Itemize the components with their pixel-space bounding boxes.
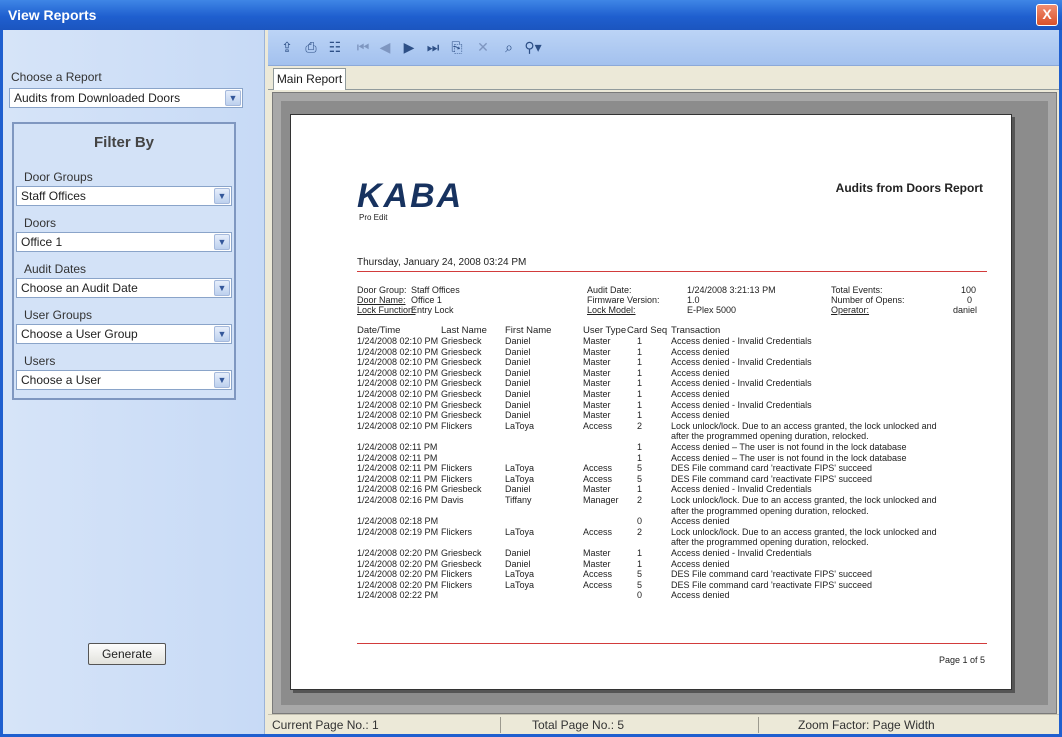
chevron-down-icon[interactable]: ▼ [214,188,230,204]
report-cell: Tiffany [505,495,532,505]
report-cell: 1 [637,367,643,378]
report-cell: Master [583,558,611,569]
report-cell: 1 [637,378,643,389]
report-cell: Flickers [441,526,472,537]
report-cell: 1 [637,357,643,368]
report-cell: 1 [637,452,643,463]
report-cell: Master [583,399,611,410]
meta-lock-model-value: E-Plex 5000 [687,305,737,315]
col-header-card-seq: Card Seq [627,325,668,336]
doors-value: Office 1 [21,235,63,249]
user-groups-label: User Groups [24,308,93,322]
user-groups-value: Choose a User Group [21,327,138,341]
report-cell: Access denied - Invalid Credentials [671,357,812,368]
report-cell: Daniel [505,399,531,410]
report-cell: Master [583,484,611,495]
report-cell: Access denied [671,410,730,421]
filter-box [12,122,236,400]
col-header-transaction: Transaction [671,325,721,336]
report-cell: Access [583,579,613,590]
report-cell: 1 [637,346,643,357]
report-cell: Lock unlock/lock. Due to an access granted, the lock unlocked and [671,495,937,505]
header-divider [357,271,987,272]
report-cell: 1/24/2008 02:10 PM [357,389,439,399]
report-cell: Access denied - Invalid Credentials [671,399,812,410]
report-cell: Daniel [505,336,531,346]
report-cell: Flickers [441,420,472,431]
meta-audit-date-value: 1/24/2008 3:21:13 PM [687,285,776,295]
report-cell: Griesbeck [441,410,482,421]
report-cell: Daniel [505,548,531,558]
report-cell: LaToya [505,569,535,580]
kaba-logo: KABA [357,177,464,215]
left-panel [3,30,265,734]
meta-door-group-value: Staff Offices [411,285,460,295]
audit-dates-value: Choose an Audit Date [21,281,138,295]
report-cell: Access denied - Invalid Credentials [671,378,812,389]
report-cell: Daniel [505,484,531,495]
audit-dates-select[interactable] [16,278,232,298]
report-cell: 1/24/2008 02:10 PM [357,367,439,378]
report-cell: 1 [637,399,643,410]
report-cell: 1/24/2008 02:20 PM [357,579,439,590]
report-cell: 1/24/2008 02:11 PM [357,463,438,474]
report-cell: Master [583,357,611,368]
report-cell: Flickers [441,463,472,474]
report-cell: Access denied [671,389,730,399]
report-cell: Griesbeck [441,558,482,569]
report-cell: 1 [637,548,643,558]
title-bar [0,0,1062,30]
meta-door-name-value: Office 1 [411,295,442,305]
report-cell: after the programmed opening duration, relocked. [671,431,869,442]
door-groups-label: Door Groups [24,170,93,184]
report-cell: DES File command card 'reactivate FIPS' succeed [671,473,873,484]
report-cell: 2 [637,420,643,431]
tab-main-report[interactable]: Main Report [273,68,346,90]
report-cell: Griesbeck [441,399,482,410]
report-cell: Access [583,473,613,484]
close-icon: X [1042,6,1052,22]
chevron-down-icon[interactable]: ▼ [214,326,230,342]
report-cell: Access denied [671,558,730,569]
report-cell: 1/24/2008 02:11 PM [357,452,438,463]
close-button[interactable] [1036,4,1058,26]
report-cell: LaToya [505,420,535,431]
chevron-down-icon[interactable]: ▼ [225,90,241,106]
report-cell: DES File command card 'reactivate FIPS' succeed [671,463,873,474]
report-cell: Daniel [505,558,531,569]
audit-dates-label: Audit Dates [24,262,87,276]
report-cell: Access denied - Invalid Credentials [671,336,812,346]
meta-lock-model-label: Lock Model: [587,305,636,315]
first-page-icon[interactable]: ⏮ [356,39,370,55]
report-cell: Griesbeck [441,548,482,558]
stop-icon[interactable]: ✕ [477,39,489,55]
report-cell: 1/24/2008 02:10 PM [357,399,439,410]
report-cell: Master [583,346,611,357]
meta-num-opens-value: 0 [967,295,973,305]
report-cell: Master [583,389,611,399]
meta-lock-function-label: Lock Function: [357,305,416,315]
report-cell: LaToya [505,526,535,537]
report-cell: 1/24/2008 02:10 PM [357,410,439,421]
report-cell: 5 [637,569,643,580]
report-cell: LaToya [505,463,535,474]
report-cell: Master [583,336,611,346]
doors-label: Doors [24,216,57,230]
report-cell: 2 [637,495,643,505]
report-cell: 0 [637,516,643,527]
report-select[interactable] [9,88,243,108]
report-cell: Access denied – The user is not found in the lock database [671,452,907,463]
report-cell: 1/24/2008 02:16 PM [357,484,439,495]
report-cell: Access [583,420,613,431]
report-cell: 1/24/2008 02:10 PM [357,378,439,389]
chevron-down-icon[interactable]: ▼ [214,372,230,388]
report-cell: 1 [637,558,643,569]
col-header-user-type: User Type [583,325,627,336]
report-cell: after the programmed opening duration, relocked. [671,537,869,548]
status-bar [268,714,1059,734]
report-cell: Access [583,569,613,580]
report-cell: Access denied [671,367,730,378]
choose-report-label: Choose a Report [11,70,102,84]
report-cell: Access [583,526,613,537]
report-cell: Access denied - Invalid Credentials [671,548,812,558]
users-label: Users [24,354,56,368]
report-cell: 1/24/2008 02:18 PM [357,516,439,527]
report-cell: Daniel [505,410,531,421]
report-cell: 0 [637,590,643,601]
report-cell: 1/24/2008 02:22 PM [357,590,439,601]
status-separator [500,717,501,733]
door-groups-select[interactable] [16,186,232,206]
meta-firmware-label: Firmware Version: [587,295,660,305]
zoom-icon[interactable]: ⚲▾ [524,39,542,55]
col-header-first-name: First Name [505,325,552,336]
report-cell: DES File command card 'reactivate FIPS' succeed [671,569,873,580]
report-cell: Daniel [505,378,531,389]
meta-door-name-label: Door Name: [357,295,406,305]
status-zoom: Zoom Factor: Page Width [798,718,935,732]
report-cell: Griesbeck [441,378,482,389]
report-cell: 1/24/2008 02:10 PM [357,346,439,357]
report-cell: Griesbeck [441,367,482,378]
report-cell: LaToya [505,473,535,484]
report-cell: Master [583,548,611,558]
report-cell: Manager [583,495,619,505]
report-cell: Daniel [505,367,531,378]
logo-subtitle: Pro Edit [359,213,388,222]
report-cell: Access denied – The user is not found in the lock database [671,442,907,452]
report-cell: Master [583,410,611,421]
user-groups-select[interactable] [16,324,232,344]
report-cell: 1/24/2008 02:16 PM [357,495,439,505]
footer-divider [357,643,987,644]
report-cell: Griesbeck [441,357,482,368]
col-header-datetime: Date/Time [357,325,401,336]
report-cell: Access denied [671,516,730,527]
report-cell: 1 [637,442,643,452]
report-cell: 1/24/2008 02:20 PM [357,548,439,558]
report-cell: 5 [637,463,643,474]
report-cell: Griesbeck [441,389,482,399]
report-cell: 1 [637,389,643,399]
page-number: Page 1 of 5 [938,655,985,665]
report-cell: Griesbeck [441,336,482,346]
search-icon[interactable]: ⌕ [505,39,513,55]
tab-strip [268,66,1059,90]
door-groups-value: Staff Offices [21,189,86,203]
report-cell: Flickers [441,579,472,590]
meta-door-group-label: Door Group: [357,285,407,295]
report-date: Thursday, January 24, 2008 03:24 PM [357,257,527,268]
status-separator [758,717,759,733]
report-title: Audits from Doors Report [835,181,983,195]
report-cell: Lock unlock/lock. Due to an access granted, the lock unlocked and [671,526,937,537]
report-cell: Lock unlock/lock. Due to an access granted, the lock unlocked and [671,420,937,431]
meta-total-events-value: 100 [961,285,977,295]
meta-num-opens-label: Number of Opens: [831,295,905,305]
goto-page-icon[interactable]: ⎘ [451,39,463,55]
report-cell: Flickers [441,473,472,484]
meta-total-events-label: Total Events: [831,285,883,295]
report-cell: 1/24/2008 02:10 PM [357,357,439,368]
status-total-page: Total Page No.: 5 [532,718,625,732]
report-cell: after the programmed opening duration, relocked. [671,505,869,516]
report-cell: Davis [441,495,464,505]
users-value: Choose a User [21,373,102,387]
export-icon[interactable]: ⇪ [281,39,293,55]
report-cell: Griesbeck [441,346,482,357]
col-header-last-name: Last Name [441,325,487,336]
print-icon[interactable]: ⎙ [305,39,317,55]
report-cell: 5 [637,473,643,484]
report-cell: 1/24/2008 02:11 PM [357,442,438,452]
report-cell: Daniel [505,346,531,357]
report-cell: 1/24/2008 02:10 PM [357,336,439,346]
last-page-icon[interactable]: ⏭ [426,39,440,55]
meta-audit-date-label: Audit Date: [587,285,632,295]
report-cell: 5 [637,579,643,590]
report-cell: Master [583,378,611,389]
report-cell: Access [583,463,613,474]
report-cell: LaToya [505,579,535,590]
users-select[interactable] [16,370,232,390]
filter-title: Filter By [93,134,154,151]
report-select-value: Audits from Downloaded Doors [14,91,181,105]
chevron-down-icon[interactable]: ▼ [214,280,230,296]
doors-select[interactable] [16,232,232,252]
meta-firmware-value: 1.0 [687,295,700,305]
report-cell: Flickers [441,569,472,580]
window-title: View Reports [8,7,97,23]
generate-button[interactable]: Generate [88,643,166,665]
report-cell: 1 [637,484,643,495]
report-cell: 1/24/2008 02:19 PM [357,526,439,537]
chevron-down-icon[interactable]: ▼ [214,234,230,250]
toolbar [268,30,1059,66]
report-cell: Access denied [671,590,730,601]
status-current-page: Current Page No.: 1 [272,718,379,732]
report-cell: Access denied [671,346,730,357]
report-cell: DES File command card 'reactivate FIPS' succeed [671,579,873,590]
report-page [290,114,1012,690]
group-tree-icon[interactable]: ☷ [328,39,342,55]
meta-lock-function-value: Entry Lock [411,305,454,315]
report-cell: Griesbeck [441,484,482,495]
report-cell: 1/24/2008 02:10 PM [357,420,439,431]
report-cell: 1/24/2008 02:20 PM [357,558,439,569]
meta-operator-value: daniel [953,305,978,315]
report-cell: 1 [637,336,643,346]
report-cell: 1 [637,410,643,421]
report-cell: Master [583,367,611,378]
report-cell: 1/24/2008 02:20 PM [357,569,439,580]
next-page-icon[interactable]: ▶ [403,39,415,55]
report-cell: 1/24/2008 02:11 PM [357,473,438,484]
report-cell: Daniel [505,357,531,368]
report-cell: 2 [637,526,643,537]
meta-operator-label: Operator: [831,305,870,315]
report-cell: Access denied - Invalid Credentials [671,484,812,495]
report-cell: Daniel [505,389,531,399]
prev-page-icon[interactable]: ◀ [379,39,391,55]
